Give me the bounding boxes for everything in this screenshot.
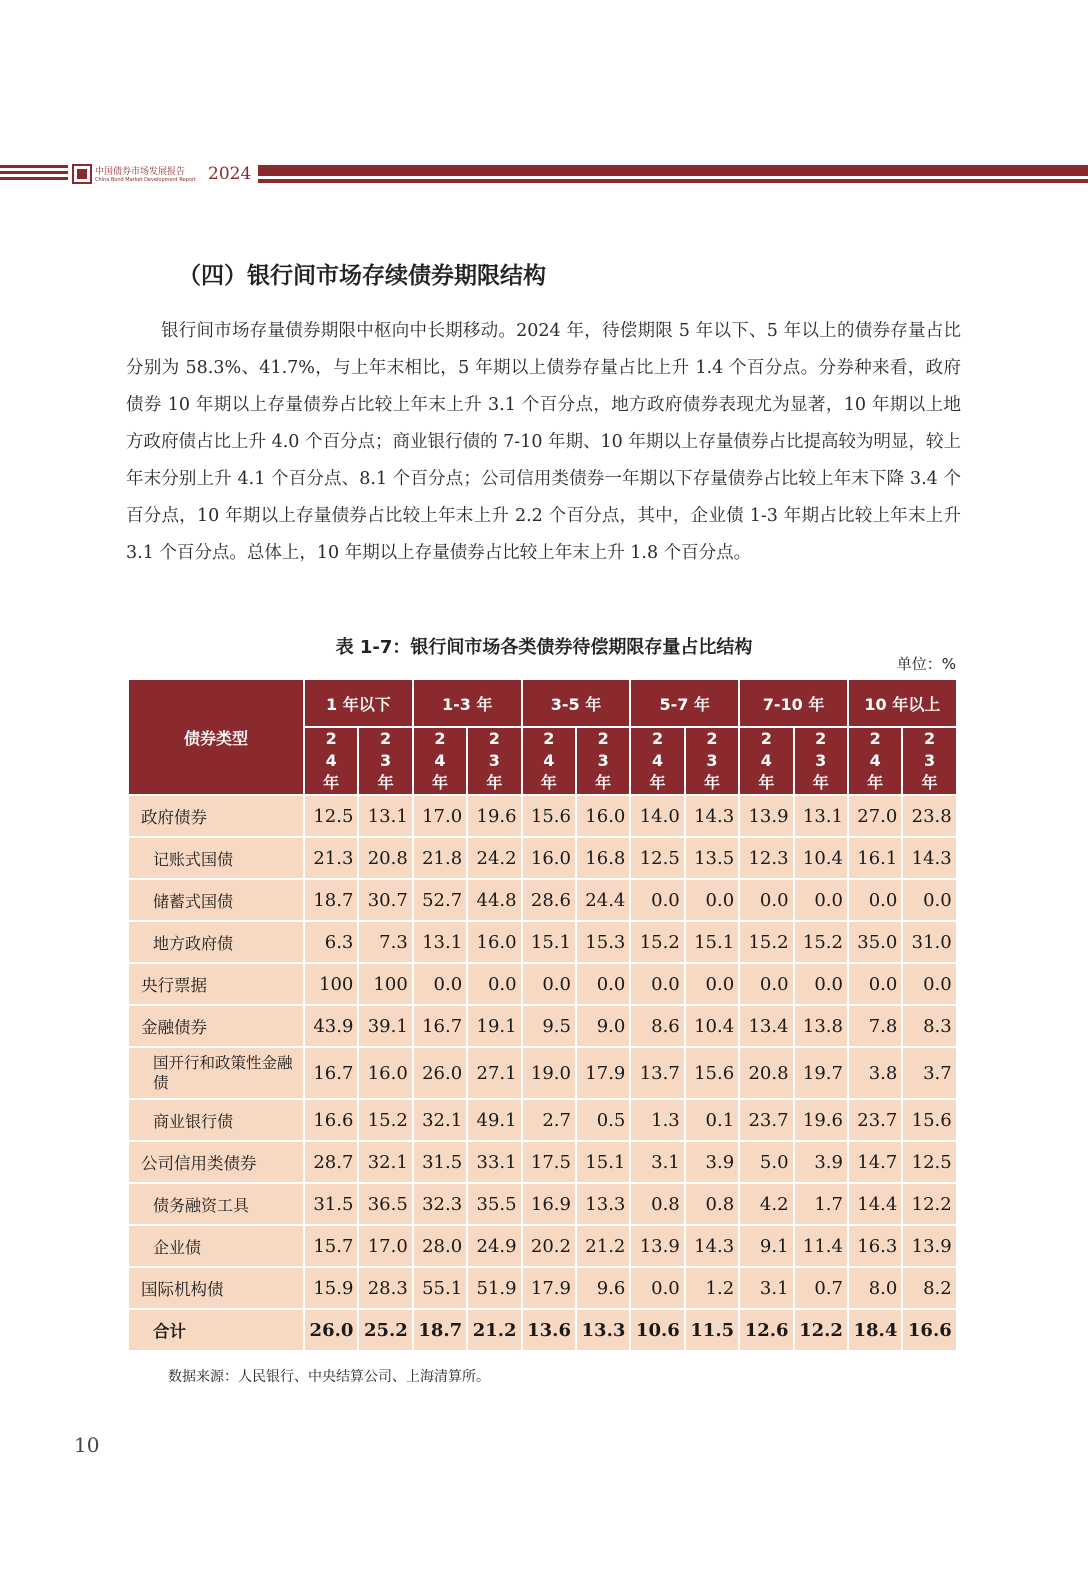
value-cell: 52.7: [413, 879, 467, 921]
value-cell: 19.7: [794, 1047, 848, 1099]
year-header: 24年: [413, 727, 467, 795]
value-cell: 55.1: [413, 1267, 467, 1309]
header-rule-left: [0, 165, 68, 183]
period-header: 10 年以上: [848, 679, 957, 727]
year-header: 23年: [794, 727, 848, 795]
value-cell: 44.8: [467, 879, 521, 921]
value-cell: 15.1: [576, 1141, 630, 1183]
year-header: 24年: [630, 727, 684, 795]
value-cell: 24.9: [467, 1225, 521, 1267]
value-cell: 3.9: [685, 1141, 739, 1183]
value-cell: 49.1: [467, 1099, 521, 1141]
table-row: [128, 1309, 957, 1351]
table-row: [128, 921, 957, 963]
value-cell: 13.7: [630, 1047, 684, 1099]
table-row: [128, 1099, 957, 1141]
value-cell: 12.2: [902, 1183, 956, 1225]
value-cell: 0.8: [630, 1183, 684, 1225]
value-cell: 13.1: [413, 921, 467, 963]
value-cell: 16.9: [522, 1183, 576, 1225]
value-cell: 16.1: [848, 837, 902, 879]
value-cell: 13.5: [685, 837, 739, 879]
year-header: 23年: [358, 727, 412, 795]
value-cell: 31.5: [304, 1183, 358, 1225]
value-cell: 15.7: [304, 1225, 358, 1267]
value-cell: 7.8: [848, 1005, 902, 1047]
table-row: [128, 837, 957, 879]
period-header: 1-3 年: [413, 679, 522, 727]
period-header: 3-5 年: [522, 679, 631, 727]
value-cell: 16.8: [576, 837, 630, 879]
value-cell: 14.3: [902, 837, 956, 879]
value-cell: 32.1: [413, 1099, 467, 1141]
row-label: 合计: [128, 1309, 304, 1351]
value-cell: 13.6: [522, 1309, 576, 1351]
value-cell: 19.0: [522, 1047, 576, 1099]
value-cell: 12.5: [902, 1141, 956, 1183]
value-cell: 0.0: [630, 879, 684, 921]
value-cell: 13.3: [576, 1309, 630, 1351]
body-paragraph: 银行间市场存量债券期限中枢向中长期移动。2024 年，待偿期限 5 年以下、5 年以上的债券存量占比分别为 58.3%、41.7%，与上年末相比，5 年期以上债券存量占比上升 1.4 个百分点。分券种来看，政府债券 10 年期以上存量债券占比较上年末上升 3.1 个百分点，地方政府债券表现尤为显著，10 年期以上地方政府债占比上升 4.0 个百分点；商业银行债的 7-10 年期、10 年期以上存量债券占比提高较为明显，较上年末分别上升 4.1 个百分点、8.1 个百分点；公司信用类债券一年期以下存量债券占比较上年末下降 3.4 个百分点，10 年期以上存量债券占比较上年末上升 2.2 个百分点，其中，企业债 1-3 年期占比较上年末上升 3.1 个百分点。总体上，10 年期以上存量债券占比较上年末上升 1.8 个百分点。: [126, 321, 961, 563]
value-cell: 16.0: [467, 921, 521, 963]
value-cell: 13.9: [902, 1225, 956, 1267]
value-cell: 27.0: [848, 795, 902, 837]
value-cell: 17.9: [522, 1267, 576, 1309]
value-cell: 15.2: [630, 921, 684, 963]
value-cell: 15.2: [794, 921, 848, 963]
page-number: 10: [74, 1433, 100, 1457]
value-cell: 32.3: [413, 1183, 467, 1225]
year-header: 24年: [848, 727, 902, 795]
value-cell: 0.1: [685, 1099, 739, 1141]
value-cell: 15.1: [685, 921, 739, 963]
value-cell: 35.0: [848, 921, 902, 963]
type-header: 债券类型: [128, 679, 304, 795]
value-cell: 3.9: [794, 1141, 848, 1183]
value-cell: 17.5: [522, 1141, 576, 1183]
row-label: 债务融资工具: [128, 1183, 304, 1225]
value-cell: 13.9: [739, 795, 793, 837]
value-cell: 2.7: [522, 1099, 576, 1141]
value-cell: 10.6: [630, 1309, 684, 1351]
value-cell: 0.0: [902, 963, 956, 1005]
value-cell: 31.5: [413, 1141, 467, 1183]
value-cell: 19.1: [467, 1005, 521, 1047]
header-title-en: China Bond Market Development Report: [95, 177, 196, 183]
value-cell: 43.9: [304, 1005, 358, 1047]
row-label: 公司信用类债券: [128, 1141, 304, 1183]
value-cell: 24.2: [467, 837, 521, 879]
value-cell: 21.2: [576, 1225, 630, 1267]
value-cell: 15.2: [739, 921, 793, 963]
value-cell: 15.3: [576, 921, 630, 963]
value-cell: 7.3: [358, 921, 412, 963]
value-cell: 18.7: [304, 879, 358, 921]
row-label: 储蓄式国债: [128, 879, 304, 921]
value-cell: 0.0: [848, 963, 902, 1005]
value-cell: 3.8: [848, 1047, 902, 1099]
value-cell: 23.7: [848, 1099, 902, 1141]
header-rule-right: [258, 165, 1088, 183]
value-cell: 13.3: [576, 1183, 630, 1225]
value-cell: 3.7: [902, 1047, 956, 1099]
value-cell: 16.0: [576, 795, 630, 837]
year-header: 24年: [522, 727, 576, 795]
year-header: 24年: [304, 727, 358, 795]
year-header: 23年: [467, 727, 521, 795]
value-cell: 19.6: [794, 1099, 848, 1141]
value-cell: 0.0: [685, 963, 739, 1005]
value-cell: 0.0: [739, 879, 793, 921]
value-cell: 33.1: [467, 1141, 521, 1183]
value-cell: 15.1: [522, 921, 576, 963]
value-cell: 15.6: [685, 1047, 739, 1099]
value-cell: 5.0: [739, 1141, 793, 1183]
value-cell: 15.6: [902, 1099, 956, 1141]
value-cell: 3.1: [630, 1141, 684, 1183]
period-header: 5-7 年: [630, 679, 739, 727]
row-label: 国开行和政策性金融债: [128, 1047, 304, 1099]
value-cell: 28.6: [522, 879, 576, 921]
value-cell: 27.1: [467, 1047, 521, 1099]
row-label: 企业债: [128, 1225, 304, 1267]
value-cell: 18.4: [848, 1309, 902, 1351]
value-cell: 0.0: [576, 963, 630, 1005]
value-cell: 13.1: [358, 795, 412, 837]
value-cell: 21.3: [304, 837, 358, 879]
table-row: [128, 1267, 957, 1309]
year-header: 23年: [685, 727, 739, 795]
table-row: [128, 1005, 957, 1047]
value-cell: 12.5: [304, 795, 358, 837]
value-cell: 0.0: [467, 963, 521, 1005]
report-logo-icon: [72, 164, 92, 184]
table-row: [128, 879, 957, 921]
value-cell: 26.0: [304, 1309, 358, 1351]
value-cell: 12.3: [739, 837, 793, 879]
value-cell: 23.8: [902, 795, 956, 837]
value-cell: 8.3: [902, 1005, 956, 1047]
row-label: 政府债券: [128, 795, 304, 837]
maturity-table: [127, 678, 958, 1352]
value-cell: 14.7: [848, 1141, 902, 1183]
table-source: 数据来源：人民银行、中央结算公司、上海清算所。: [168, 1369, 490, 1385]
value-cell: 12.5: [630, 837, 684, 879]
year-header: 23年: [902, 727, 956, 795]
value-cell: 16.0: [358, 1047, 412, 1099]
value-cell: 36.5: [358, 1183, 412, 1225]
value-cell: 16.0: [522, 837, 576, 879]
value-cell: 9.0: [576, 1005, 630, 1047]
value-cell: 11.5: [685, 1309, 739, 1351]
value-cell: 8.2: [902, 1267, 956, 1309]
value-cell: 35.5: [467, 1183, 521, 1225]
value-cell: 51.9: [467, 1267, 521, 1309]
value-cell: 20.8: [739, 1047, 793, 1099]
value-cell: 14.4: [848, 1183, 902, 1225]
value-cell: 39.1: [358, 1005, 412, 1047]
value-cell: 0.0: [848, 879, 902, 921]
row-label: 地方政府债: [128, 921, 304, 963]
value-cell: 100: [358, 963, 412, 1005]
value-cell: 15.9: [304, 1267, 358, 1309]
year-header: 23年: [576, 727, 630, 795]
value-cell: 12.6: [739, 1309, 793, 1351]
value-cell: 17.0: [413, 795, 467, 837]
value-cell: 19.6: [467, 795, 521, 837]
table-row: [128, 1183, 957, 1225]
value-cell: 0.0: [794, 879, 848, 921]
value-cell: 20.2: [522, 1225, 576, 1267]
value-cell: 4.2: [739, 1183, 793, 1225]
value-cell: 8.6: [630, 1005, 684, 1047]
value-cell: 20.8: [358, 837, 412, 879]
value-cell: 31.0: [902, 921, 956, 963]
value-cell: 14.0: [630, 795, 684, 837]
table-row: [128, 1047, 957, 1099]
value-cell: 21.8: [413, 837, 467, 879]
value-cell: 9.5: [522, 1005, 576, 1047]
table-unit: 单位：%: [896, 655, 956, 673]
value-cell: 24.4: [576, 879, 630, 921]
value-cell: 15.6: [522, 795, 576, 837]
value-cell: 13.4: [739, 1005, 793, 1047]
value-cell: 6.3: [304, 921, 358, 963]
value-cell: 0.0: [902, 879, 956, 921]
value-cell: 0.8: [685, 1183, 739, 1225]
value-cell: 0.0: [739, 963, 793, 1005]
section-title: （四）银行间市场存续债券期限结构: [178, 263, 546, 289]
value-cell: 8.0: [848, 1267, 902, 1309]
value-cell: 0.0: [630, 963, 684, 1005]
value-cell: 11.4: [794, 1225, 848, 1267]
value-cell: 16.7: [304, 1047, 358, 1099]
value-cell: 0.0: [794, 963, 848, 1005]
value-cell: 12.2: [794, 1309, 848, 1351]
value-cell: 100: [304, 963, 358, 1005]
value-cell: 9.1: [739, 1225, 793, 1267]
period-header: 1 年以下: [304, 679, 413, 727]
table-row: [128, 795, 957, 837]
row-label: 商业银行债: [128, 1099, 304, 1141]
value-cell: 0.5: [576, 1099, 630, 1141]
value-cell: 25.2: [358, 1309, 412, 1351]
year-header: 24年: [739, 727, 793, 795]
value-cell: 14.3: [685, 795, 739, 837]
value-cell: 21.2: [467, 1309, 521, 1351]
value-cell: 28.3: [358, 1267, 412, 1309]
value-cell: 13.9: [630, 1225, 684, 1267]
period-header: 7-10 年: [739, 679, 848, 727]
value-cell: 16.7: [413, 1005, 467, 1047]
header-year: 2024: [208, 164, 252, 184]
value-cell: 28.7: [304, 1141, 358, 1183]
value-cell: 0.0: [685, 879, 739, 921]
table-title: 表 1-7：银行间市场各类债券待偿期限存量占比结构: [335, 637, 753, 658]
value-cell: 16.3: [848, 1225, 902, 1267]
value-cell: 10.4: [685, 1005, 739, 1047]
value-cell: 30.7: [358, 879, 412, 921]
value-cell: 32.1: [358, 1141, 412, 1183]
value-cell: 14.3: [685, 1225, 739, 1267]
value-cell: 17.0: [358, 1225, 412, 1267]
row-label: 央行票据: [128, 963, 304, 1005]
value-cell: 13.1: [794, 795, 848, 837]
value-cell: 9.6: [576, 1267, 630, 1309]
value-cell: 10.4: [794, 837, 848, 879]
value-cell: 0.0: [413, 963, 467, 1005]
table-row: [128, 1225, 957, 1267]
value-cell: 0.7: [794, 1267, 848, 1309]
row-label: 国际机构债: [128, 1267, 304, 1309]
value-cell: 28.0: [413, 1225, 467, 1267]
table-row: [128, 963, 957, 1005]
value-cell: 13.8: [794, 1005, 848, 1047]
value-cell: 3.1: [739, 1267, 793, 1309]
value-cell: 16.6: [304, 1099, 358, 1141]
table-row: [128, 1141, 957, 1183]
value-cell: 0.0: [630, 1267, 684, 1309]
value-cell: 17.9: [576, 1047, 630, 1099]
value-cell: 0.0: [522, 963, 576, 1005]
value-cell: 16.6: [902, 1309, 956, 1351]
value-cell: 1.2: [685, 1267, 739, 1309]
header-title-cn: 中国债券市场发展报告: [95, 167, 186, 177]
value-cell: 26.0: [413, 1047, 467, 1099]
value-cell: 15.2: [358, 1099, 412, 1141]
value-cell: 1.3: [630, 1099, 684, 1141]
row-label: 记账式国债: [128, 837, 304, 879]
value-cell: 18.7: [413, 1309, 467, 1351]
row-label: 金融债券: [128, 1005, 304, 1047]
value-cell: 1.7: [794, 1183, 848, 1225]
value-cell: 23.7: [739, 1099, 793, 1141]
